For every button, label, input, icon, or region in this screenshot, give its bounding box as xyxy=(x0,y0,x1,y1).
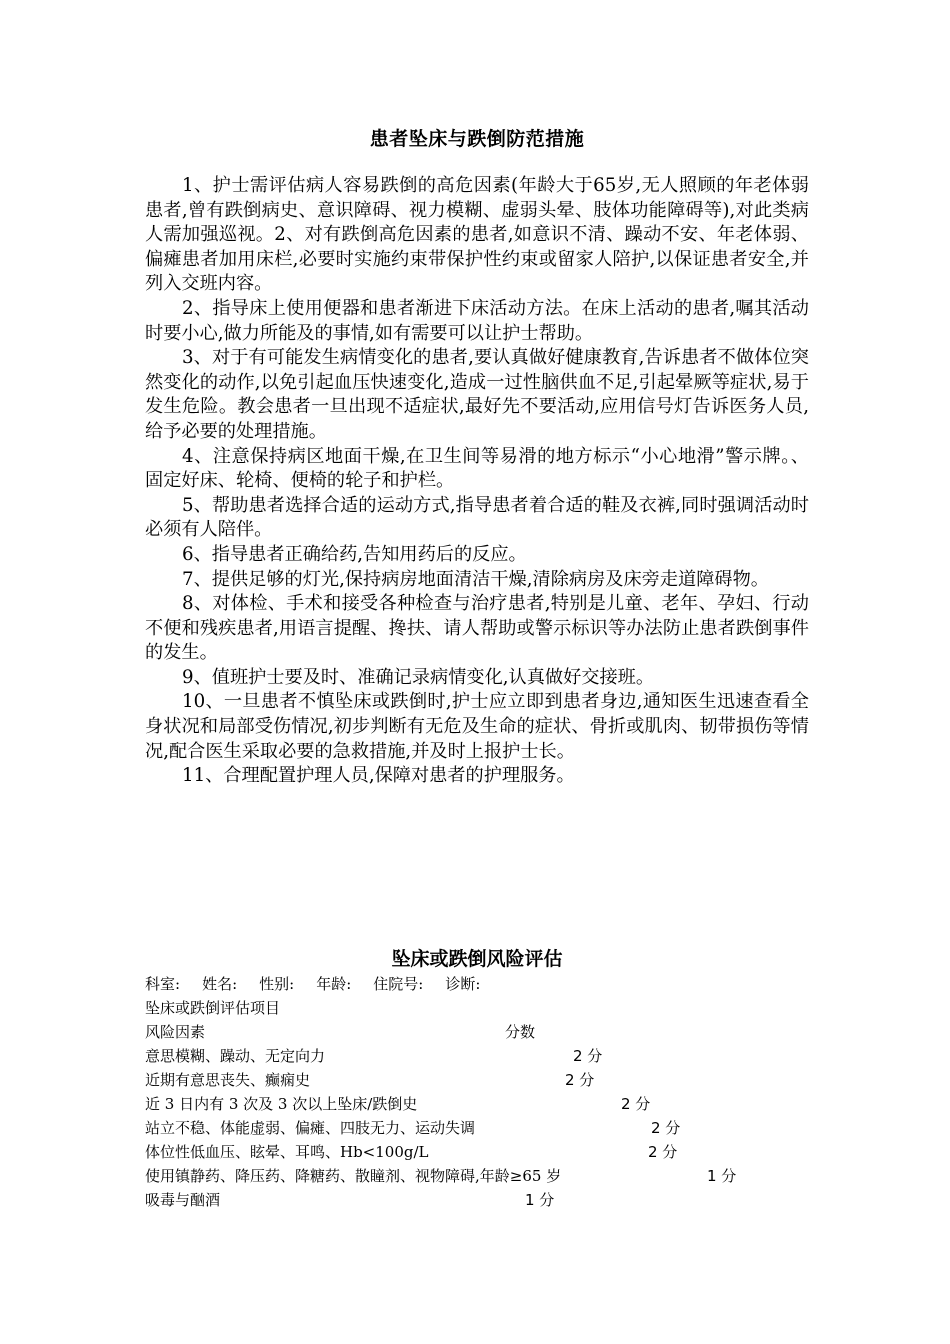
risk-score: 2 分 xyxy=(621,1095,651,1113)
risk-factor: 近期有意思丧失、癫痫史 xyxy=(145,1071,311,1089)
header-factor: 风险因素 xyxy=(145,1023,206,1041)
score-header-row xyxy=(145,1020,809,1044)
risk-item-row xyxy=(145,1044,809,1068)
assessment-title: 坠床或跌倒风险评估 xyxy=(391,948,563,970)
header-score: 分数 xyxy=(505,1023,536,1041)
meta-name: 姓名: xyxy=(202,975,238,993)
risk-factor: 意思模糊、躁动、无定向力 xyxy=(145,1047,326,1065)
meta-admission-number: 住院号: xyxy=(373,975,424,993)
measures-list xyxy=(145,174,809,789)
meta-age: 年龄: xyxy=(316,975,352,993)
risk-score: 2 分 xyxy=(648,1143,678,1161)
risk-factor: 吸毒与酗酒 xyxy=(145,1191,221,1209)
risk-score: 2 分 xyxy=(651,1119,681,1137)
section-label xyxy=(145,996,809,1020)
measure-item: 4、注意保持病区地面干燥,在卫生间等易滑的地方标示“小心地滑”警示牌。、固定好床、轮椅、便椅的轮子和护栏。 xyxy=(145,445,809,492)
patient-info-row xyxy=(145,972,809,996)
assessment-form xyxy=(145,972,809,1212)
meta-department: 科室: xyxy=(145,975,181,993)
measure-item: 6、指导患者正确给药,告知用药后的反应。 xyxy=(182,543,527,565)
document-title: 患者坠床与跌倒防范措施 xyxy=(369,128,585,150)
risk-item-row xyxy=(145,1188,809,1212)
measure-item: 11、合理配置护理人员,保障对患者的护理服务。 xyxy=(182,765,575,787)
risk-factor: 站立不稳、体能虚弱、偏瘫、四肢无力、运动失调 xyxy=(145,1119,476,1137)
measure-item: 9、值班护士要及时、准确记录病情变化,认真做好交接班。 xyxy=(182,666,655,688)
risk-score: 2 分 xyxy=(573,1047,603,1065)
measure-item: 8、对体检、手术和接受各种检查与治疗患者,特别是儿童、老年、孕妇、行动不便和残疾患者,用语言提醒、搀扶、请人帮助或警示标识等办法防止患者跌倒事件的发生。 xyxy=(145,593,809,664)
risk-item-row xyxy=(145,1092,809,1116)
risk-item-row xyxy=(145,1068,809,1092)
risk-factor: 体位性低血压、眩晕、耳鸣、Hb<100g/L xyxy=(145,1143,429,1161)
risk-score: 1 分 xyxy=(525,1191,555,1209)
measure-item: 7、提供足够的灯光,保持病房地面清洁干燥,清除病房及床旁走道障碍物。 xyxy=(182,568,769,590)
section-label-text: 坠床或跌倒评估项目 xyxy=(145,999,281,1017)
meta-diagnosis: 诊断: xyxy=(445,975,481,993)
risk-factor: 使用镇静药、降压药、降糖药、散瞳剂、视物障碍,年龄≥65 岁 xyxy=(145,1167,562,1185)
measure-item: 3、对于有可能发生病情变化的患者,要认真做好健康教育,告诉患者不做体位突然变化的动作,以免引起血压快速变化,造成一过性脑供血不足,引起晕厥等症状,易于发生危险。教会患者一旦出现不适症状,最好先不要活动,应用信号灯告诉医务人员,给予必要的处理措施。 xyxy=(145,347,809,442)
risk-factor: 近 3 日内有 3 次及 3 次以上坠床/跌倒史 xyxy=(145,1095,418,1113)
measure-item: 2、指导床上使用便器和患者渐进下床活动方法。在床上活动的患者,嘱其活动时要小心,做力所能及的事情,如有需要可以让护士帮助。 xyxy=(145,297,809,344)
risk-item-row xyxy=(145,1140,809,1164)
measure-item: 10、一旦患者不慎坠床或跌倒时,护士应立即到患者身边,通知医生迅速查看全身状况和局部受伤情况,初步判断有无危及生命的症状、骨折或肌肉、韧带损伤等情况,配合医生采取必要的急救措施,并及时上报护士长。 xyxy=(145,691,809,762)
meta-gender: 性别: xyxy=(259,975,295,993)
risk-score: 1 分 xyxy=(707,1167,737,1185)
measure-item: 5、帮助患者选择合适的运动方式,指导患者着合适的鞋及衣裤,同时强调活动时必须有人陪伴。 xyxy=(145,494,809,541)
risk-item-row xyxy=(145,1164,809,1188)
risk-score: 2 分 xyxy=(565,1071,595,1089)
measure-item: 1、护士需评估病人容易跌倒的高危因素(年龄大于65岁,无人照顾的年老体弱患者,曾有跌倒病史、意识障碍、视力模糊、虚弱头晕、肢体功能障碍等),对此类病人需加强巡视。2、对有跌倒高危因素的患者,如意识不清、躁动不安、年老体弱、偏瘫患者加用床栏,必要时实施约束带保护性约束或留家人陪护,以保证患者安全,并列入交班内容。 xyxy=(145,175,809,295)
risk-item-row xyxy=(145,1116,809,1140)
